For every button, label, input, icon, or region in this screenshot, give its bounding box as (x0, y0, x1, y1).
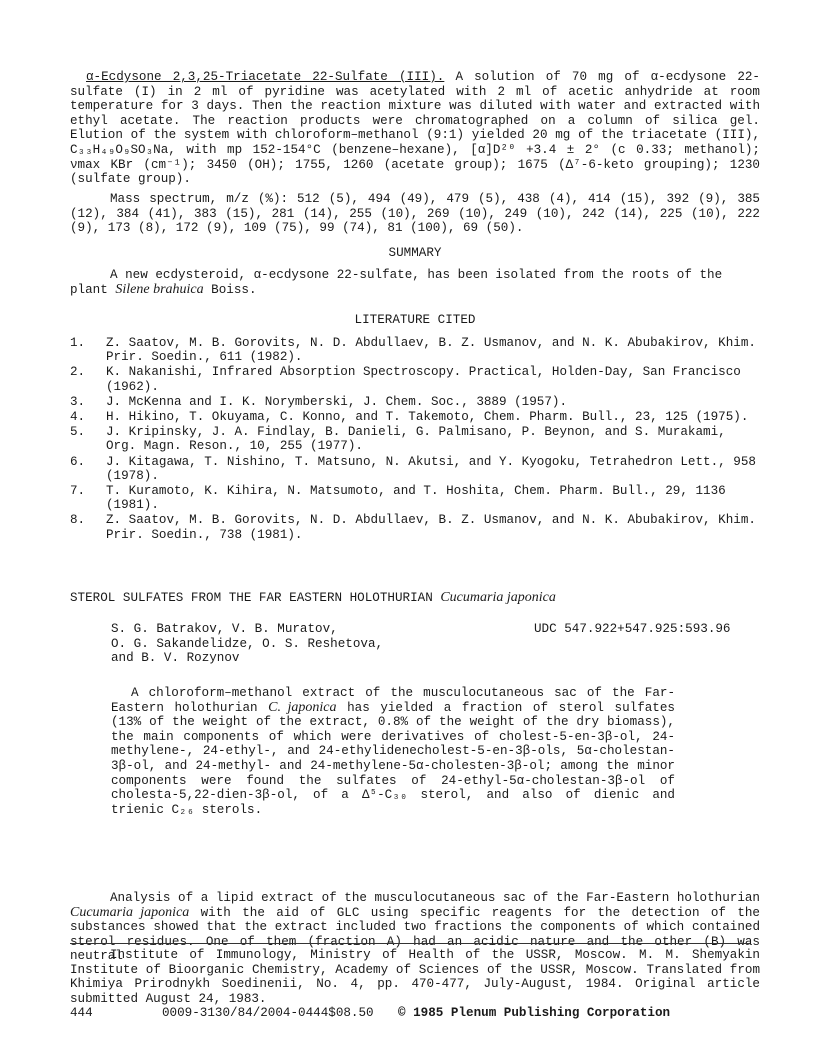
copyright: © 1985 Plenum Publishing Corporation (398, 1006, 671, 1020)
page-number: 444 (70, 1006, 93, 1020)
body-text-a: Analysis of a lipid extract of the musculocutaneous sac of the Far-Eastern holothurian (110, 891, 768, 905)
article-title-species: Cucumaria japonica (440, 590, 556, 605)
reference-number: 7. (70, 484, 86, 499)
reference-text: Z. Saatov, M. B. Gorovits, N. D. Abdullaev, B. Z. Usmanov, and N. K. Abubakirov, Khim. Prir. Soedin., 611 (1982). (106, 336, 764, 365)
abstract-text-a: A chloroform–methanol extract of the musculocutaneous sac of the Far-Eastern holothurian (111, 686, 675, 715)
reference-number: 2. (70, 365, 86, 380)
reference-item (70, 484, 760, 512)
reference-item (70, 410, 760, 424)
reference-number: 4. (70, 410, 86, 425)
summary-species: Silene brahuica (115, 281, 204, 297)
abstract-text-b: has yielded a fraction of sterol sulfates (13% of the weight of the extract, 0.8% of the weight of the dry biomass), the main components of which were derivatives of cholest-5-en-3β-ol, 24-methylene-, 24-ethyl-, and 24-ethylidenecholest-5-en-3β-ols, 5α-cholestan-3β-ol, and 24-methyl- and 24-methylene-5α-cholesten-3β-ol; among the minor components were found the sulfates of 24-ethyl-5α-cholestan-3β-ol of cholesta-5,22-dien-3β-ol, of a Δ⁵-C₃₀ sterol, and also of dienic and trienic C₂₆ sterols. (111, 700, 683, 817)
udc-code: UDC 547.922+547.925:593.96 (534, 622, 731, 636)
reference-number: 8. (70, 513, 86, 528)
authors-line-3: and B. V. Rozynov (111, 651, 240, 666)
reference-text: J. Kripinsky, J. A. Findlay, B. Danieli, G. Palmisano, P. Beynon, and S. Murakami, Org. Magn. Reson., 10, 255 (1977). (106, 425, 734, 454)
section-triacetate (70, 70, 768, 187)
reference-item (70, 336, 764, 365)
reference-text: J. Kitagawa, T. Nishino, T. Matsuno, N. Akutsi, and Y. Kyogoku, Tetrahedron Lett., 958 (1978). (106, 454, 764, 483)
authors-line-1: S. G. Batrakov, V. B. Muratov, (111, 622, 338, 636)
reference-list (70, 336, 764, 543)
reference-number: 1. (70, 336, 86, 350)
reference-number: 6. (70, 454, 86, 469)
body-text-b: with the aid of GLC using specific reagents for the detection of the substances showed that the extract included two fractions the components of which contained sterol residues. One of them (fraction A) had an acidic nature and the other (B) was neutral (70, 905, 768, 964)
reference-text: K. Nakanishi, Infrared Absorption Spectroscopy. Practical, Holden-Day, San Francisco (1962). (106, 365, 749, 394)
reference-item (70, 365, 760, 393)
body-species: Cucumaria japonica (70, 904, 190, 920)
reference-text: J. McKenna and I. K. Norymberski, J. Chem. Soc., 3889 (1957). (106, 394, 568, 409)
summary-text (70, 268, 760, 297)
reference-item (70, 425, 760, 453)
reference-item (70, 513, 764, 542)
abstract (111, 686, 683, 817)
abstract-species: C. japonica (268, 699, 337, 715)
reference-number: 5. (70, 425, 86, 440)
reference-text: H. Hikino, T. Okuyama, C. Konno, and T. Takemoto, Chem. Pharm. Bull., 23, 125 (1975). (106, 410, 749, 425)
article-title (70, 591, 760, 606)
reference-number: 3. (70, 394, 86, 409)
summary-text-a: A new ecdysteroid, α-ecdysone 22-sulfate, has been isolated from the roots of the plant (70, 268, 730, 297)
section-text: A solution of 70 mg of α-ecdysone 22-sulfate (I) in 2 ml of pyridine was acetylated with 2 ml of acetic anhydride at room temperature for 3 days. Then the reaction mixture was diluted with water and extracted with ethyl acetate. The reaction products were chromatographed on a column of silica gel. Elution of the system with chloroform–methanol (9:1) yielded 20 mg of the triacetate (III), C₃₃H₄₉O₉SO₃Na, with mp 152-154°C (benzene–hexane), [α]D²⁰ +3.4 ± 2° (c 0.33; methanol); νmax KBr (cm⁻¹); 3450 (OH); 1755, 1260 (acetate group); 1675 (Δ⁷-6-keto grouping); 1230 (sulfate group). (70, 70, 768, 187)
literature-heading: LITERATURE CITED (354, 313, 476, 327)
mass-spectrum-paragraph: Mass spectrum, m/z (%): 512 (5), 494 (49), 479 (5), 438 (4), 414 (15), 392 (9), 385 (12), 384 (41), 383 (15), 281 (14), 255 (10), 269 (10), 249 (10), 242 (14), 225 (10), 222 (9), 173 (8), 172 (9), 109 (75), 99 (74), 81 (100), 69 (50). (70, 192, 768, 236)
reference-item (70, 454, 764, 483)
reference-text: Z. Saatov, M. B. Gorovits, N. D. Abdullaev, B. Z. Usmanov, and N. K. Abubakirov, Khim. Prir. Soedin., 738 (1981). (106, 513, 764, 542)
authors-line-2: O. G. Sakandelidze, O. S. Reshetova, (111, 636, 384, 651)
publication-code: 0009-3130/84/2004-0444$08.50 (162, 1006, 374, 1020)
summary-heading: SUMMARY (388, 246, 442, 260)
section-heading: α-Ecdysone 2,3,25-Triacetate 22-Sulfate (III). (86, 70, 445, 84)
footnote: Institute of Immunology, Ministry of Health of the USSR, Moscow. M. M. Shemyakin Institute of Bioorganic Chemistry, Academy of Sciences of the USSR, Moscow. Translated from Khimiya Prirodnykh Soedinenii, No. 4, pp. 470-477, July-August, 1984. Original article submitted August 24, 1983. (70, 948, 768, 1006)
article-title-text: STEROL SULFATES FROM THE FAR EASTERN HOLOTHURIAN (70, 591, 441, 605)
author-list (111, 622, 471, 666)
reference-item (70, 395, 760, 409)
summary-text-b: Boiss. (203, 282, 257, 297)
footnote-rule (70, 943, 750, 944)
reference-text: T. Kuramoto, K. Kihira, N. Matsumoto, and T. Hoshita, Chem. Pharm. Bull., 29, 1136 (1981). (106, 484, 734, 513)
